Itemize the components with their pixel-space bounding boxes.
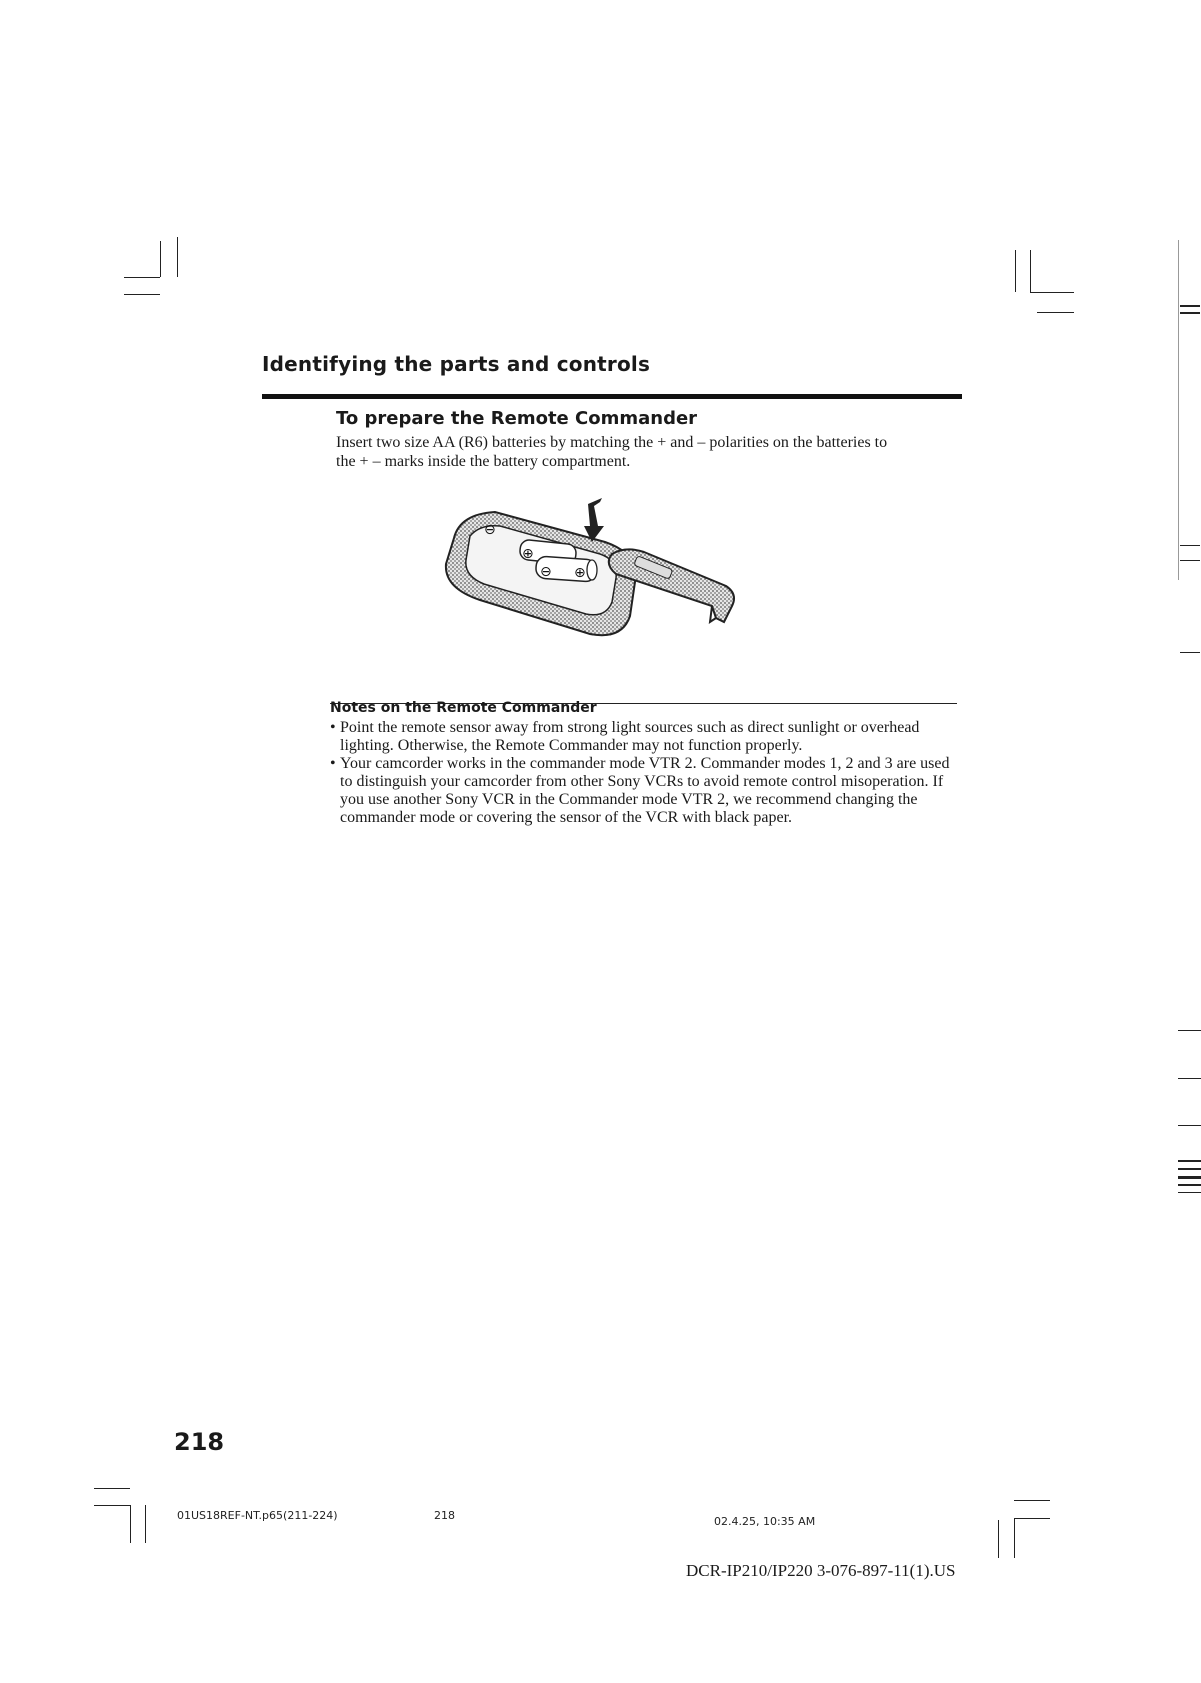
insert-arrow-icon: [584, 498, 604, 542]
subsection-title: To prepare the Remote Commander: [336, 408, 698, 429]
footer-file-ref: 01US18REF-NT.p65(211-224): [177, 1509, 338, 1522]
title-rule: [262, 394, 962, 399]
note-item-sensor: • Point the remote sensor away from strong light sources such as direct sunlight or overhead lighting. Otherwise, the Remote Commander may not function properly.: [330, 719, 960, 755]
minus-mark: ⊖: [540, 564, 552, 580]
plus-mark: ⊕: [574, 565, 586, 581]
intro-paragraph: [336, 433, 956, 471]
footer-file-page: 218: [434, 1509, 455, 1522]
section-title: Identifying the parts and controls: [262, 352, 651, 376]
footer-timestamp: 02.4.25, 10:35 AM: [714, 1515, 816, 1528]
intro-line-2: the + – marks inside the battery compartment.: [336, 453, 631, 470]
model-number: DCR-IP210/IP220 3-076-897-11(1).US: [686, 1561, 956, 1580]
minus-mark: ⊖: [484, 522, 496, 538]
battery-illustration: [440, 498, 800, 670]
notes-title: Notes on the Remote Commander: [330, 700, 597, 716]
plus-mark: ⊕: [522, 546, 534, 562]
battery-icon: [535, 556, 597, 582]
notes-list: [330, 719, 960, 827]
page-number: 218: [174, 1428, 225, 1456]
intro-line-1: Insert two size AA (R6) batteries by matching the + and – polarities on the batteries to: [336, 434, 888, 451]
note-item-commander-mode: • Your camcorder works in the commander mode VTR 2. Commander modes 1, 2 and 3 are used to distinguish your camcorder from other Sony VCRs to avoid remote control misoperation. If you use another Sony VCR in the Commander mode VTR 2, we recommend changing the commander mode or covering the sensor of the VCR with black paper.: [330, 755, 960, 827]
